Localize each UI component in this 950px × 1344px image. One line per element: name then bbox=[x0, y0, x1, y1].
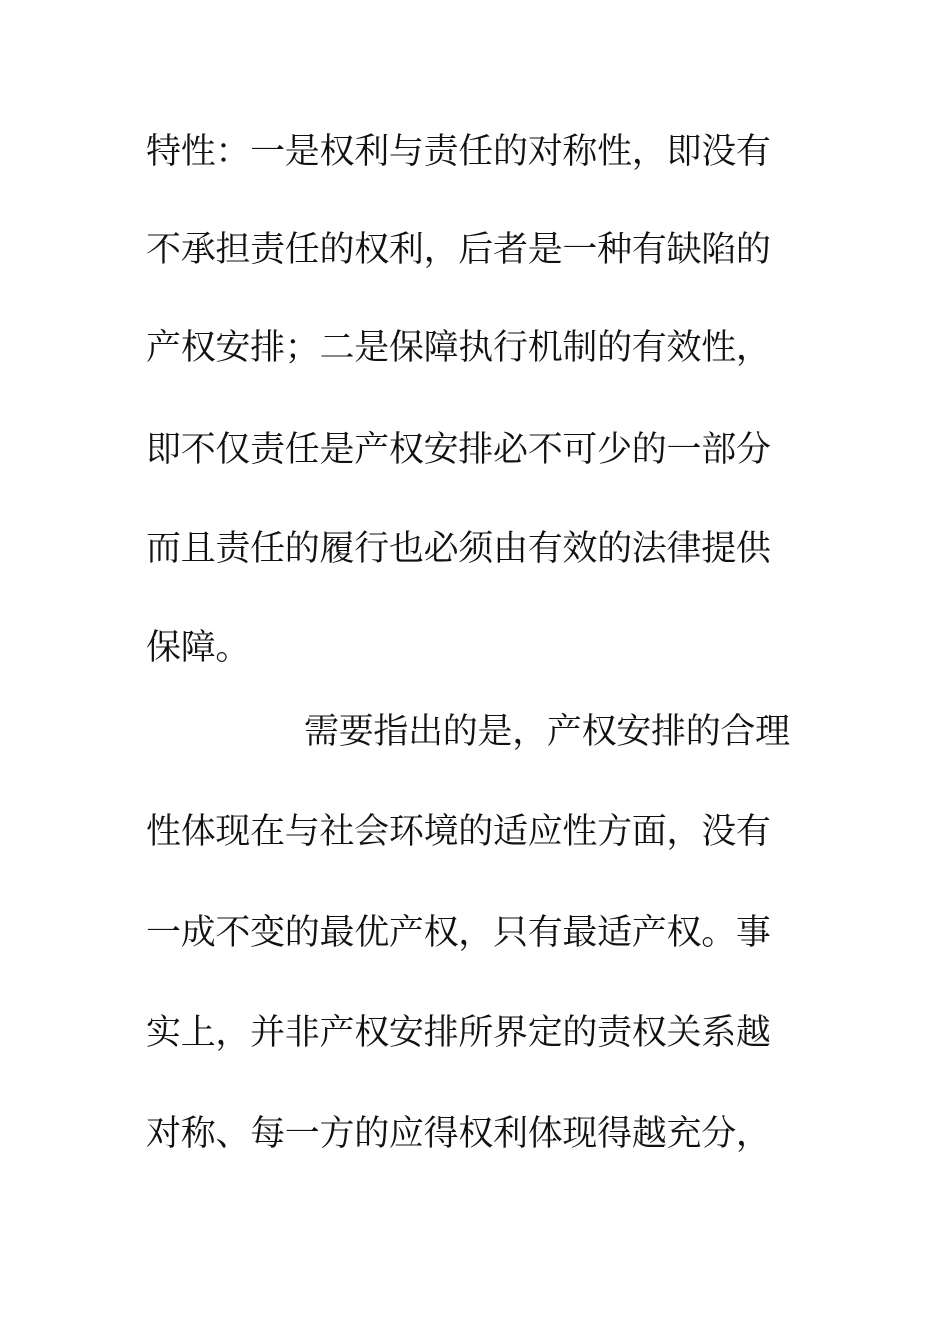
text-line: 不承担责任的权利，后者是一种有缺陷的 bbox=[146, 230, 771, 270]
text-line: 对称、每一方的应得权利体现得越充分， bbox=[146, 1114, 771, 1154]
text-line: 一成不变的最优产权，只有最适产权。事 bbox=[146, 913, 771, 953]
text-line: 性体现在与社会环境的适应性方面，没有 bbox=[146, 812, 771, 852]
text-line: 即不仅责任是产权安排必不可少的一部分 bbox=[146, 430, 771, 470]
text-line: 而且责任的履行也必须由有效的法律提供 bbox=[146, 529, 771, 569]
text-line: 特性：一是权利与责任的对称性，即没有 bbox=[146, 132, 771, 172]
text-line: 保障。 bbox=[146, 628, 251, 668]
text-line: 产权安排；二是保障执行机制的有效性， bbox=[146, 328, 771, 368]
text-line: 实上，并非产权安排所界定的责权关系越 bbox=[146, 1013, 771, 1053]
paragraph-first-line: 需要指出的是，产权安排的合理 bbox=[304, 712, 790, 752]
